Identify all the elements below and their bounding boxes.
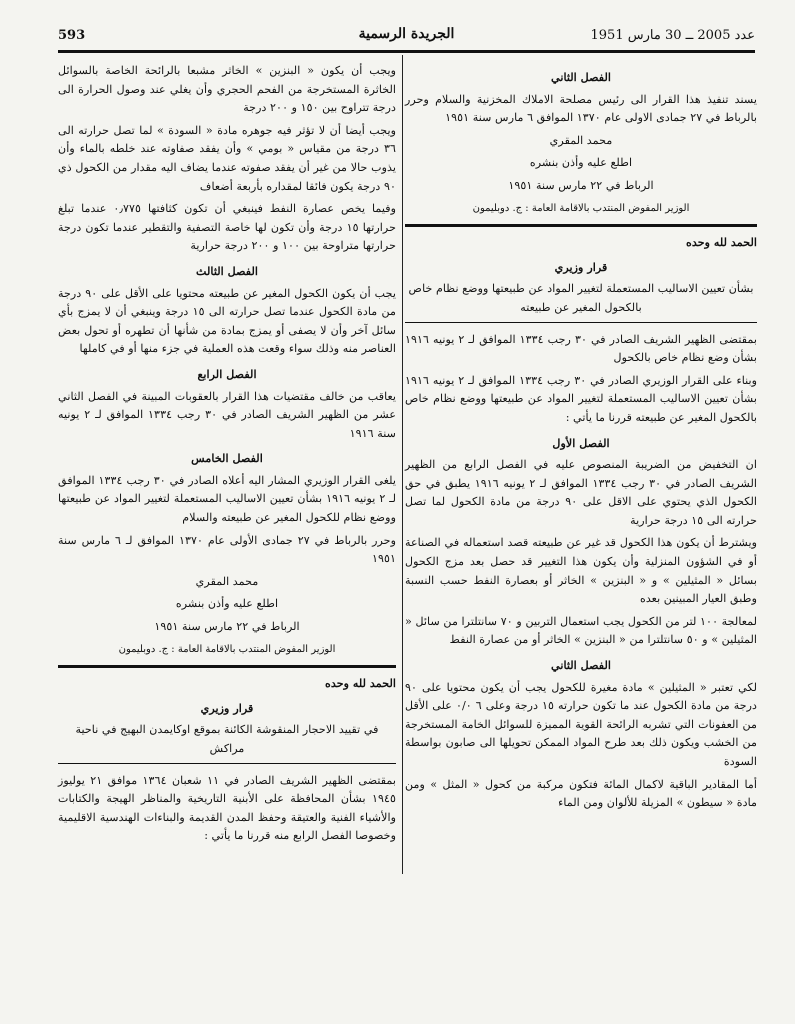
article-text: ويشترط أن يكون هذا الكحول قد غير عن طبيعته قصد استعماله في الصناعة أو في الشؤون المنزلية وأن يكون هذا التغيير قد حصل بعد مزج الكحول بسائل « المثيلين » و « البنزين » الخاثر أو بعصارة النفط حسب النسبة وطبق العيار المبينين بعده [405,536,757,606]
article-heading: الفصل الرابع [197,366,257,381]
journal-title: الجريدة الرسمية [358,26,455,42]
right-column [405,62,757,817]
article-text: لكي تعتبر « المثيلين » مادة مغيرة للكحول يجب أن يكون محتويا على ٩٠ درجة من مادة الكحول عند ما تكون حرارته ١٥ درجة وعلى ٦ ٠/٠ على الأقل من العفونات التي تشربه الرائحة القوية المميزة للسوائل الخامة المستخرجة من الخشب ويكون ذلك بعد طرح المواد الممكن تحويلها الى صابون بواسطة السودة [405,680,757,768]
article-text: لمعالجة ١٠٠ لتر من الكحول يجب استعمال التربين و ٧٠ سانتلترا من سائل « المثيلين » و ٥٠ سانتلترا من « البنزين » الخاثر أو من عصارة النفط [405,614,757,647]
preamble-paragraph: وبناء على القرار الوزيري الصادر في ٣٠ رجب ١٣٣٤ الموافق لـ ٢ يونيه ١٩١٦ بشأن تعيين الاساليب المستعملة لتغيير المواد عن طبيعتها ووضع نظام خاص بالكحول المغير عن طبيعته قررنا ما يأتي : [405,373,758,424]
official-line: الوزير المفوض المنتدب بالاقامة العامة : ج. دوبليمون [472,202,690,214]
article-text: يجب أن يكون الكحول المغير عن طبيعته محتويا على الأقل على ٩٠ درجة من مادة الكحول عندما تصل حرارته الى ١٥ درجة وينبغي أن لا يمزج بأي سائل آخر وأن لا يصفى أو يمزج بمادة من شأنها أن تطهره أو تحول بعض العناصر منه وذلك سواء وقعت هذه العملية في جزء منها أو في كاملها [58,286,396,356]
section-divider [405,224,757,227]
article-text: ويجب أن يكون « البنزين » الخاثر مشبعا بالرائحة الخاصة بالسوائل الخاثرة المستخرجة من الفحم الحجري وأن يغلي عند وصول الحرارة الى درجة تتراوح بين ١٥٠ و ٢٠٠ درجة [58,64,396,115]
praise-line: الحمد لله وحده [685,235,757,250]
signer-name: محمد المقري [195,574,259,588]
page-number: 593 [58,28,86,43]
left-column [58,62,396,850]
praise-line: الحمد لله وحده [324,676,396,691]
article-text: يعاقب من خالف مقتضيات هذا القرار بالعقوبات المبينة في الفصل الثاني عشر من الظهير الشريف الصادر في ٣٠ رجب ١٣٣٤ الموافق لـ ٢ يونيه سنة ١٩١٦ [58,389,397,440]
article-heading: الفصل الثاني [551,70,611,84]
decree-title: قرار وزيري [200,700,254,715]
column-separator [402,55,403,874]
article-text: ان التخفيض من الضريبة المنصوص عليه في الفصل الرابع من الظهير الشريف الصادر في ٣٠ رجب ١٣٣٤ الموافق لـ ٢ يونيه ١٩١٦ يطبق في حق الكحول الذي يحتوي على الاقل على ٩٠ درجة من مادة الكحول لما تصل حرارته الى ١٥ درجة حرارية [405,458,758,527]
header-rule [58,50,755,53]
article-text: وفيما يخص عصارة النفط فينبغي أن تكون كثافتها ٠٫٧٧٥ عندما تبلغ حرارتها ١٥ درجة وأن تكون لها خاصة التصفية والتقطير عندما تكون درجة حرارتها متراوحة بين ١٠٠ و ٢٠٠ درجة حرارية [58,202,396,253]
date-line: الرباط في ٢٢ مارس سنة ١٩٥١ [508,178,654,192]
decree-subject: بشأن تعيين الاساليب المستعملة لتغيير المواد عن طبيعتها ووضع نظام خاص بالكحول المغير عن طبيعته [408,282,754,314]
article-text: يلغى القرار الوزيري المشار اليه أعلاه الصادر في ٣٠ رجب ١٣٣٤ الموافق لـ ٢ يونيه ١٩١٦ بشأن تعيين الاساليب المستعملة لتغيير المواد عن طبيعتها ووضع نظام للكحول المغير عن طبيعته والسلام [58,473,396,525]
article-heading: الفصل الأول [552,435,610,450]
subject-rule [58,763,396,764]
subject-rule [405,322,757,323]
preamble-paragraph: بمقتضى الظهير الشريف الصادر في ١١ شعبان ١٣٦٤ موافق ٢١ يوليوز ١٩٤٥ بشأن المحافظة على الأبنية التاريخية والمناظر الهيجة والكتابات والأشياء الفنية والعتيقة وحفظ المدن القديمة والبناءات الهندسية الاقليمية وخصوصا الفصل الرابع منه قررنا ما يأتي : [58,773,397,843]
seen-note: اطلع عليه وأذن بنشره [175,597,279,611]
section-divider [58,665,396,668]
article-heading: الفصل الخامس [191,451,263,466]
article-text: ويجب أيضا أن لا تؤثر فيه جوهره مادة « السودة » لما تصل حرارته الى ٣٦ درجة من مقياس « بومي » وأن يفقد صفاوته عند خلطه بالماء وأن يذوب حالا من غير أن يفقد صفوته عندما يضاف اليه مقدار من الكحول ذي ٩٠ درجة يكون فائقا لمقداره بأربعة أضعاف [58,123,396,193]
official-line: الوزير المفوض المنتدب بالاقامة العامة : ج. دوبليمون [118,643,336,655]
issue-info: عدد 2005 ــ 30 مارس 1951 [590,28,755,43]
decree-title: قرار وزيري [554,259,608,274]
article-text: أما المقادير الباقية لاكمال المائة فتكون مركبة من كحول « المثل » ومن مادة « سيطون » المزيلة للألوان ومن الماء [405,777,757,810]
decree-subject: في تقييد الاحجار المنقوشة الكائنة بموقع اوكايمدن البهيج في ناحية مراكش [75,723,379,755]
preamble-paragraph: بمقتضى الظهير الشريف الصادر في ٣٠ رجب ١٣٣٤ الموافق لـ ٢ يونيه ١٩١٦ بشأن وضع نظام خاص بالكحول [405,332,758,365]
signer-name: محمد المقري [549,133,613,147]
seen-note: اطلع عليه وأذن بنشره [529,156,633,170]
article-heading: الفصل الثالث [196,263,258,278]
date-line: الرباط في ٢٢ مارس سنة ١٩٥١ [154,620,300,634]
article-heading: الفصل الثاني [551,658,611,673]
article-text: يسند تنفيذ هذا القرار الى رئيس مصلحة الاملاك المخزنية والسلام وحرر بالرباط في ٢٧ جمادى الاولى عام ١٣٧٠ الموافق ٦ مارس سنة ١٩٥١ [405,92,757,125]
closing-text: وحرر بالرباط في ٢٧ جمادى الأولى عام ١٣٧٠ الموافق لـ ٦ مارس سنة ١٩٥١ [58,533,396,566]
page-header [58,26,755,48]
